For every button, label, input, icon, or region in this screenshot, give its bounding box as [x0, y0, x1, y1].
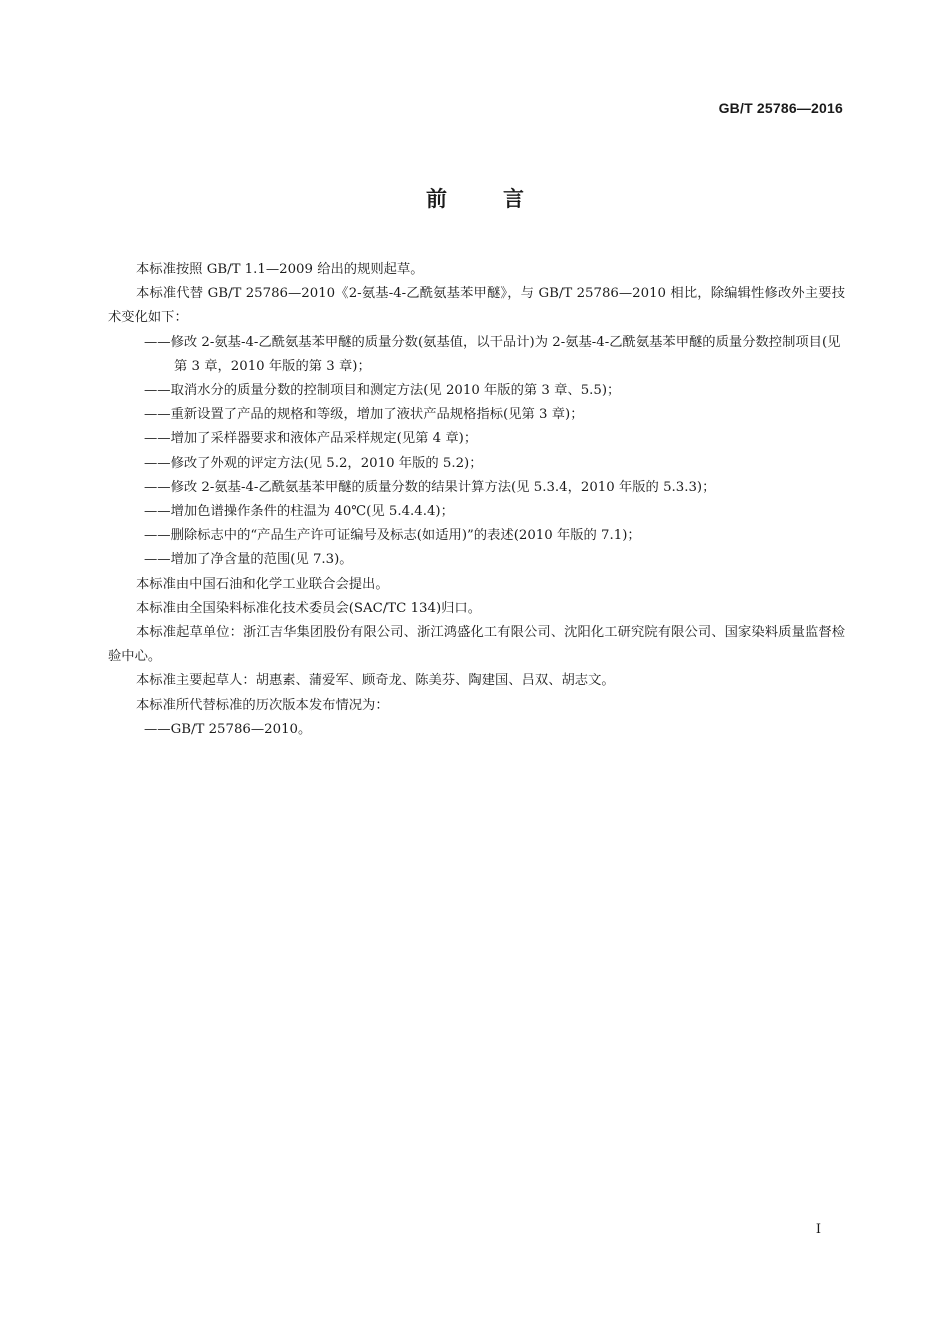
- list-item: ——增加了采样器要求和液体产品采样规定(见第 4 章)；: [144, 431, 478, 447]
- list-item: ——取消水分的质量分数的控制项目和测定方法(见 2010 年版的第 3 章、5.5)；: [144, 383, 621, 399]
- paragraph-history-intro: 本标准所代替标准的历次版本发布情况为：: [136, 697, 389, 713]
- paragraph-drafting-rules: 本标准按照 GB/T 1.1—2009 给出的规则起草。: [136, 262, 424, 277]
- paragraph-committee: 本标准由全国染料标准化技术委员会(SAC/TC 134)归口。: [136, 600, 482, 616]
- paragraph-drafters: 本标准主要起草人：胡惠素、蒲爱军、顾奇龙、陈美芬、陶建国、吕双、胡志文。: [136, 673, 615, 689]
- list-item: ——重新设置了产品的规格和等级，增加了液状产品规格指标(见第 3 章)；: [144, 407, 584, 423]
- list-item: ——GB/T 25786—2010。: [144, 721, 312, 737]
- history-list: [108, 718, 845, 742]
- page-number: I: [815, 1222, 821, 1237]
- list-item: ——修改 2-氨基-4-乙酰氨基苯甲醚的质量分数的结果计算方法(见 5.3.4，2010 年版的 5.3.3)；: [144, 479, 716, 495]
- changes-list: [108, 331, 845, 573]
- paragraph-drafting-units: 本标准起草单位：浙江吉华集团股份有限公司、浙江鸿盛化工有限公司、沈阳化工研究院有限公司、国家染料质量监督检验中心。: [108, 625, 845, 665]
- page-title: 前言: [426, 187, 580, 211]
- list-item: ——修改了外观的评定方法(见 5.2，2010 年版的 5.2)；: [144, 455, 483, 471]
- paragraph-proposer: 本标准由中国石油和化学工业联合会提出。: [136, 576, 389, 592]
- list-item: ——删除标志中的“产品生产许可证编号及标志(如适用)”的表述(2010 年版的 7.1)；: [144, 528, 641, 544]
- paragraph-replacement: 本标准代替 GB/T 25786—2010《2-氨基-4-乙酰氨基苯甲醚》，与 GB/T 25786—2010 相比，除编辑性修改外主要技术变化如下：: [108, 286, 845, 326]
- list-item: ——增加了净含量的范围(见 7.3)。: [144, 552, 353, 568]
- list-item: ——修改 2-氨基-4-乙酰氨基苯甲醚的质量分数(氨基值，以干品计)为 2-氨基-4-乙酰氨基苯甲醚的质量分数控制项目(见第 3 章，2010 年版的第 3 章)；: [144, 334, 841, 374]
- document-body: [108, 258, 845, 742]
- list-item: ——增加色谱操作条件的柱温为 40℃(见 5.4.4.4)；: [144, 504, 454, 520]
- standard-number: GB/T 25786—2016: [718, 100, 843, 116]
